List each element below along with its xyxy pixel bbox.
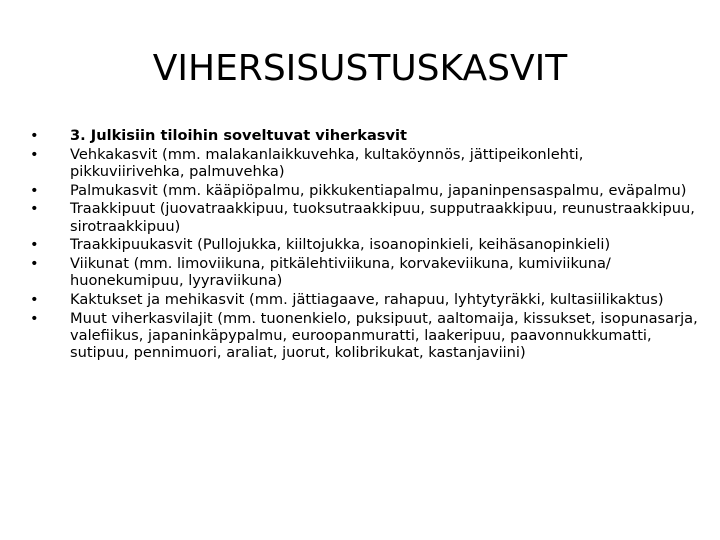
list-item — [30, 291, 698, 308]
bullet-icon: • — [30, 181, 39, 199]
bullet-icon: • — [30, 236, 39, 254]
list-item — [30, 236, 698, 253]
bullet-icon: • — [30, 309, 39, 327]
list-item-text: Kaktukset ja mehikasvit (mm. jättiagaave, rahapuu, lyhtytyräkki, kultasiilikaktus) — [70, 291, 664, 309]
list-item — [30, 146, 698, 181]
list-item-text: Viikunat (mm. limoviikuna, pitkälehtiviikuna, korvakeviikuna, kumiviikuna/ huonekumipuu, lyyraviikuna) — [70, 255, 611, 290]
list-item — [30, 127, 698, 144]
list-item-text: Traakkipuut (juovatraakkipuu, tuoksutraakkipuu, supputraakkipuu, reunustraakkipuu, sirotraakkipuu) — [70, 200, 695, 235]
list-item — [30, 200, 698, 235]
bullet-icon: • — [30, 255, 39, 273]
bullet-list — [30, 127, 698, 363]
bullet-icon: • — [30, 127, 39, 144]
bullet-icon: • — [30, 291, 39, 309]
slide-title: VIHERSISUSTUSKASVIT — [152, 48, 568, 89]
list-item — [30, 182, 698, 199]
bullet-icon: • — [30, 145, 39, 163]
list-item-text: Muut viherkasvilajit (mm. tuonenkielo, puksipuut, aaltomaija, kissukset, isopunasarja, valefiikus, japaninkäpypalmu, euroopanmuratti, laakeripuu, paavonnukkumatti, sutipuu, pennimuori, araliat, juorut, kolibrikukat, kastanjaviini) — [70, 309, 698, 362]
list-item-text: Traakkipuukasvit (Pullojukka, kiiltojukka, isoanopinkieli, keihäsanopinkieli) — [70, 236, 611, 254]
list-item-text: Vehkakasvit (mm. malakanlaikkuvehka, kultaköynnös, jättipeikonlehti, pikkuviirivehka, palmuvehka) — [70, 145, 584, 180]
list-item-text: Palmukasvit (mm. kääpiöpalmu, pikkukentiapalmu, japaninpensaspalmu, eväpalmu) — [70, 181, 687, 199]
list-item — [30, 255, 698, 290]
list-item-text: 3. Julkisiin tiloihin soveltuvat viherkasvit — [70, 127, 407, 144]
list-item — [30, 310, 698, 362]
bullet-icon: • — [30, 200, 39, 218]
